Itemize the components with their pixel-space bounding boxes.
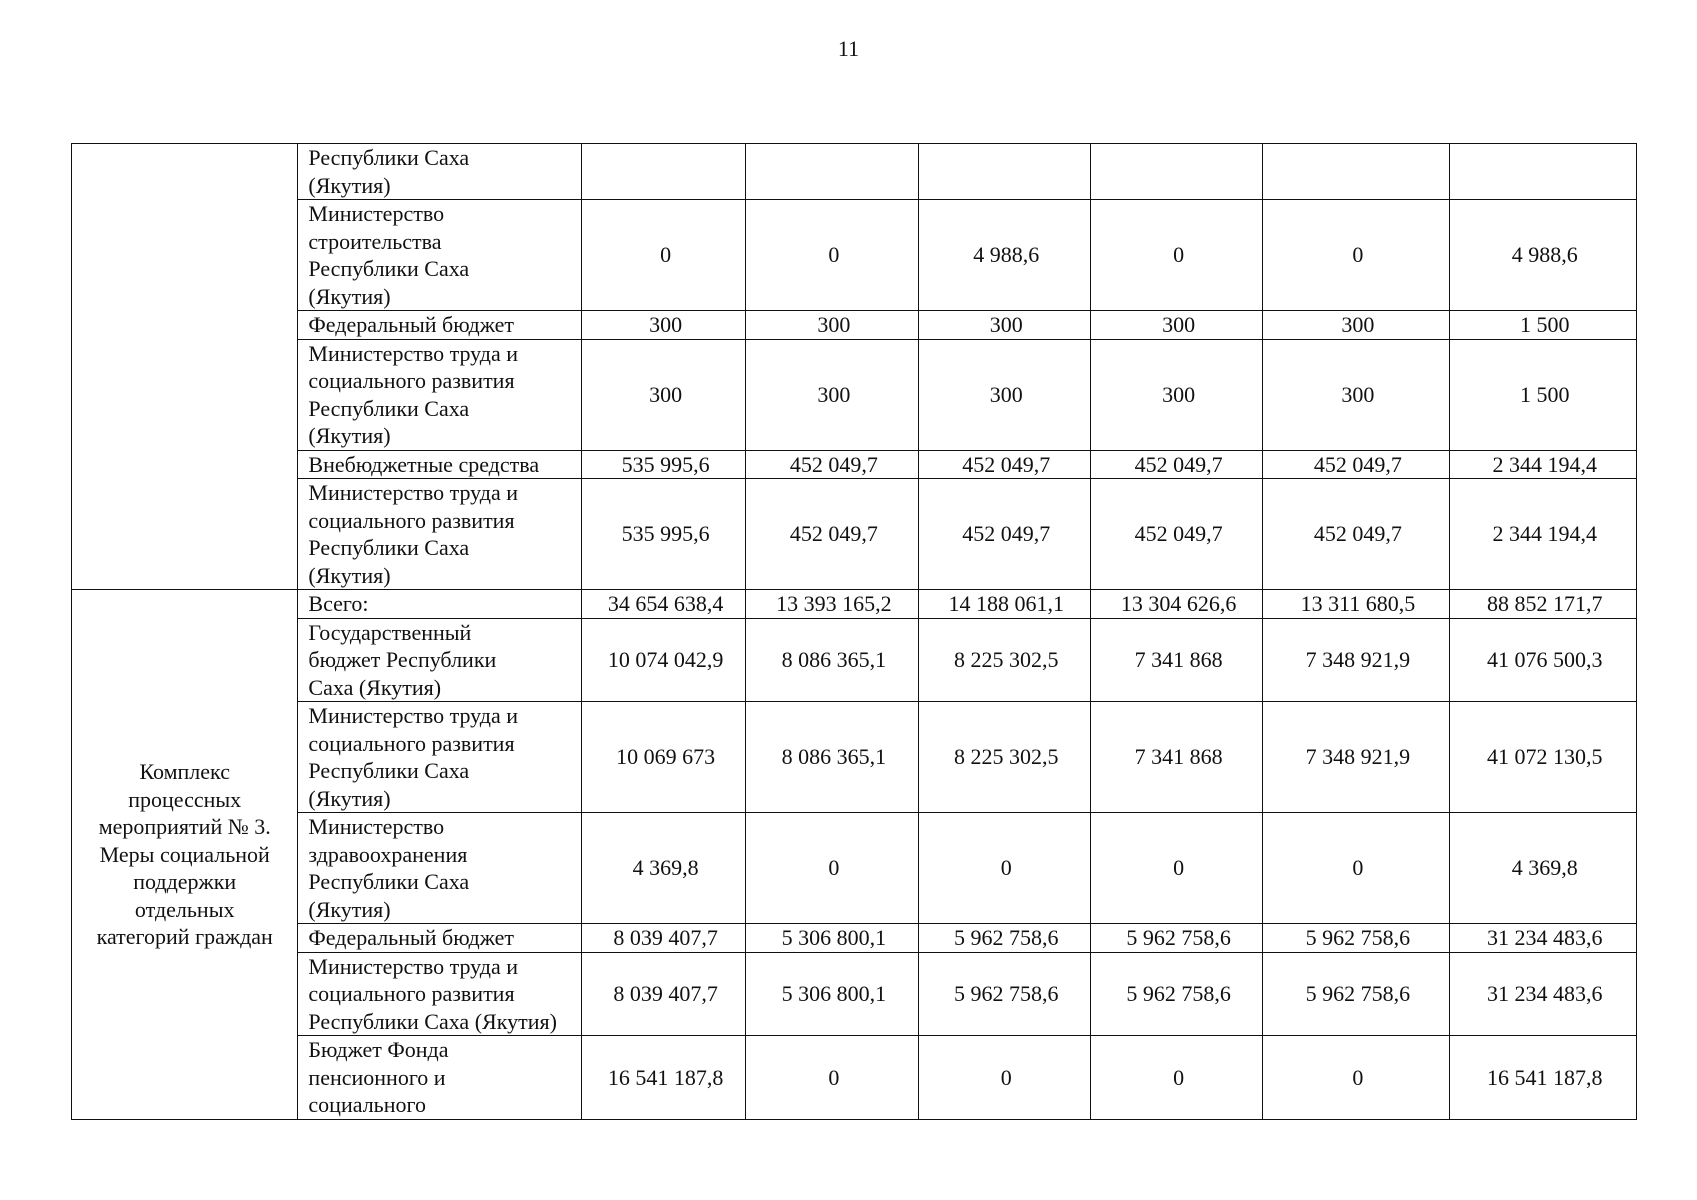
cell-text-line: Всего: <box>308 591 369 616</box>
cell-text-line: социального <box>308 1092 426 1117</box>
table-row <box>72 450 1637 479</box>
amount-cell: 452 049,7 <box>746 450 918 479</box>
cell-text-line: (Якутия) <box>308 283 391 309</box>
funding-source-cell <box>298 924 582 953</box>
cell-text-line: Министерство <box>308 814 445 839</box>
cell-text-line: социального развития <box>308 730 515 756</box>
amount-cell: 0 <box>746 813 918 924</box>
amount-cell: 8 086 365,1 <box>746 618 918 702</box>
amount-cell: 300 <box>1090 339 1262 450</box>
cell-text-line: Саха (Якутия) <box>308 674 442 700</box>
cell-text-line: категорий граждан <box>96 924 273 949</box>
cell-text-line: (Якутия) <box>308 896 391 922</box>
amount-cell: 0 <box>1263 1036 1449 1120</box>
amount-cell: 452 049,7 <box>918 479 1090 590</box>
amount-cell: 0 <box>918 1036 1090 1120</box>
amount-cell: 7 348 921,9 <box>1263 618 1449 702</box>
cell-text-line: Бюджет Фонда <box>308 1037 449 1062</box>
amount-cell: 1 500 <box>1449 339 1636 450</box>
amount-cell: 300 <box>1263 311 1449 340</box>
amount-cell: 7 348 921,9 <box>1263 702 1449 813</box>
amount-cell: 300 <box>1263 339 1449 450</box>
cell-text-line: Внебюджетные средства <box>308 451 540 477</box>
amount-cell: 8 039 407,7 <box>581 952 745 1036</box>
amount-cell: 14 188 061,1 <box>918 590 1090 619</box>
amount-cell: 7 341 868 <box>1090 702 1262 813</box>
amount-cell: 31 234 483,6 <box>1449 952 1636 1036</box>
amount-cell: 300 <box>918 339 1090 450</box>
amount-cell: 1 500 <box>1449 311 1636 340</box>
amount-cell: 41 076 500,3 <box>1449 618 1636 702</box>
program-name-cell <box>72 144 298 590</box>
amount-cell: 452 049,7 <box>1090 479 1262 590</box>
amount-cell: 452 049,7 <box>918 450 1090 479</box>
funding-source-cell <box>298 144 582 200</box>
funding-source-cell <box>298 952 582 1036</box>
table-row <box>72 590 1637 619</box>
cell-text-line: мероприятий № 3. <box>98 814 271 839</box>
cell-text-line: социального развития <box>308 507 515 533</box>
funding-source-cell <box>298 450 582 479</box>
cell-text-line: (Якутия) <box>308 172 391 198</box>
amount-cell: 4 988,6 <box>918 200 1090 311</box>
cell-text-line: Министерство труда и <box>308 703 519 728</box>
cell-text-line: Меры социальной <box>99 841 270 867</box>
amount-cell: 452 049,7 <box>1263 479 1449 590</box>
amount-cell: 16 541 187,8 <box>581 1036 745 1120</box>
amount-cell: 5 306 800,1 <box>746 924 918 953</box>
cell-text-line: Республики Саха <box>308 535 470 560</box>
cell-text-line: пенсионного и <box>308 1064 446 1090</box>
amount-cell: 0 <box>746 200 918 311</box>
amount-cell: 0 <box>1090 1036 1262 1120</box>
cell-text-line: (Якутия) <box>308 562 391 588</box>
cell-text-line: Республики Саха (Якутия) <box>308 1008 557 1034</box>
amount-cell <box>1449 144 1636 200</box>
amount-cell: 5 962 758,6 <box>1090 924 1262 953</box>
table-row <box>72 200 1637 311</box>
amount-cell: 16 541 187,8 <box>1449 1036 1636 1120</box>
amount-cell: 0 <box>1263 813 1449 924</box>
table-row <box>72 479 1637 590</box>
amount-cell: 8 225 302,5 <box>918 702 1090 813</box>
amount-cell: 452 049,7 <box>746 479 918 590</box>
cell-text-line: Федеральный бюджет <box>308 312 515 337</box>
funding-source-cell <box>298 311 582 340</box>
cell-text-line: Министерство труда и <box>308 953 519 979</box>
amount-cell: 452 049,7 <box>1263 450 1449 479</box>
cell-text-line: Министерство труда и <box>308 480 519 505</box>
cell-text-line: поддержки <box>133 869 237 894</box>
amount-cell: 0 <box>581 200 745 311</box>
amount-cell: 535 995,6 <box>581 450 745 479</box>
cell-text-line: здравоохранения <box>308 841 468 867</box>
amount-cell: 34 654 638,4 <box>581 590 745 619</box>
amount-cell <box>746 144 918 200</box>
table-body <box>72 144 1637 1120</box>
table-row <box>72 952 1637 1036</box>
amount-cell: 5 962 758,6 <box>1263 952 1449 1036</box>
cell-text-line: Министерство труда и <box>308 340 519 366</box>
amount-cell: 0 <box>1090 813 1262 924</box>
amount-cell: 300 <box>581 339 745 450</box>
cell-text-line: Республики Саха <box>308 145 470 170</box>
amount-cell: 13 304 626,6 <box>1090 590 1262 619</box>
amount-cell: 5 306 800,1 <box>746 952 918 1036</box>
funding-source-cell <box>298 590 582 619</box>
amount-cell: 300 <box>1090 311 1262 340</box>
amount-cell: 300 <box>581 311 745 340</box>
amount-cell: 7 341 868 <box>1090 618 1262 702</box>
amount-cell: 5 962 758,6 <box>1263 924 1449 953</box>
amount-cell: 4 988,6 <box>1449 200 1636 311</box>
funding-source-cell <box>298 200 582 311</box>
amount-cell: 31 234 483,6 <box>1449 924 1636 953</box>
funding-source-cell <box>298 479 582 590</box>
table-row <box>72 924 1637 953</box>
amount-cell: 41 072 130,5 <box>1449 702 1636 813</box>
amount-cell <box>1263 144 1449 200</box>
cell-text-line: социального развития <box>308 368 515 393</box>
amount-cell <box>581 144 745 200</box>
table-row <box>72 813 1637 924</box>
cell-text-line: бюджет Республики <box>308 647 497 672</box>
cell-text-line: Республики Саха <box>308 395 470 421</box>
amount-cell: 300 <box>918 311 1090 340</box>
amount-cell: 0 <box>1263 200 1449 311</box>
cell-text-line: Федеральный бюджет <box>308 925 515 950</box>
cell-text-line: (Якутия) <box>308 423 391 448</box>
amount-cell: 0 <box>1090 200 1262 311</box>
funding-source-cell <box>298 702 582 813</box>
funding-source-cell <box>298 813 582 924</box>
amount-cell: 13 393 165,2 <box>746 590 918 619</box>
amount-cell: 8 225 302,5 <box>918 618 1090 702</box>
amount-cell: 5 962 758,6 <box>1090 952 1262 1036</box>
amount-cell: 300 <box>746 311 918 340</box>
amount-cell: 452 049,7 <box>1090 450 1262 479</box>
funding-source-cell <box>298 339 582 450</box>
cell-text-line: Республики Саха <box>308 256 470 281</box>
table-row <box>72 144 1637 200</box>
table-row <box>72 618 1637 702</box>
funding-table <box>71 143 1637 1120</box>
amount-cell: 10 069 673 <box>581 702 745 813</box>
amount-cell: 535 995,6 <box>581 479 745 590</box>
amount-cell <box>918 144 1090 200</box>
table-row <box>72 702 1637 813</box>
amount-cell: 8 086 365,1 <box>746 702 918 813</box>
amount-cell: 4 369,8 <box>581 813 745 924</box>
table-row <box>72 1036 1637 1120</box>
cell-text-line: Государственный <box>308 619 472 645</box>
funding-source-cell <box>298 1036 582 1120</box>
amount-cell: 0 <box>746 1036 918 1120</box>
amount-cell: 2 344 194,4 <box>1449 450 1636 479</box>
cell-text-line: отдельных <box>134 896 235 922</box>
amount-cell: 88 852 171,7 <box>1449 590 1636 619</box>
funding-source-cell <box>298 618 582 702</box>
amount-cell: 13 311 680,5 <box>1263 590 1449 619</box>
cell-text-line: Республики Саха <box>308 758 470 783</box>
cell-text-line: Министерство <box>308 201 445 226</box>
amount-cell <box>1090 144 1262 200</box>
program-name-cell <box>72 590 298 1120</box>
cell-text-line: строительства <box>308 228 442 254</box>
amount-cell: 8 039 407,7 <box>581 924 745 953</box>
table-row <box>72 311 1637 340</box>
amount-cell: 0 <box>918 813 1090 924</box>
cell-text-line: процессных <box>128 786 242 812</box>
amount-cell: 300 <box>746 339 918 450</box>
amount-cell: 2 344 194,4 <box>1449 479 1636 590</box>
amount-cell: 5 962 758,6 <box>918 952 1090 1036</box>
table-row <box>72 339 1637 450</box>
cell-text-line: Комплекс <box>139 759 230 784</box>
amount-cell: 10 074 042,9 <box>581 618 745 702</box>
cell-text-line: Республики Саха <box>308 869 470 894</box>
amount-cell: 5 962 758,6 <box>918 924 1090 953</box>
amount-cell: 4 369,8 <box>1449 813 1636 924</box>
cell-text-line: социального развития <box>308 981 515 1006</box>
page-number: 11 <box>837 36 860 61</box>
cell-text-line: (Якутия) <box>308 785 391 811</box>
